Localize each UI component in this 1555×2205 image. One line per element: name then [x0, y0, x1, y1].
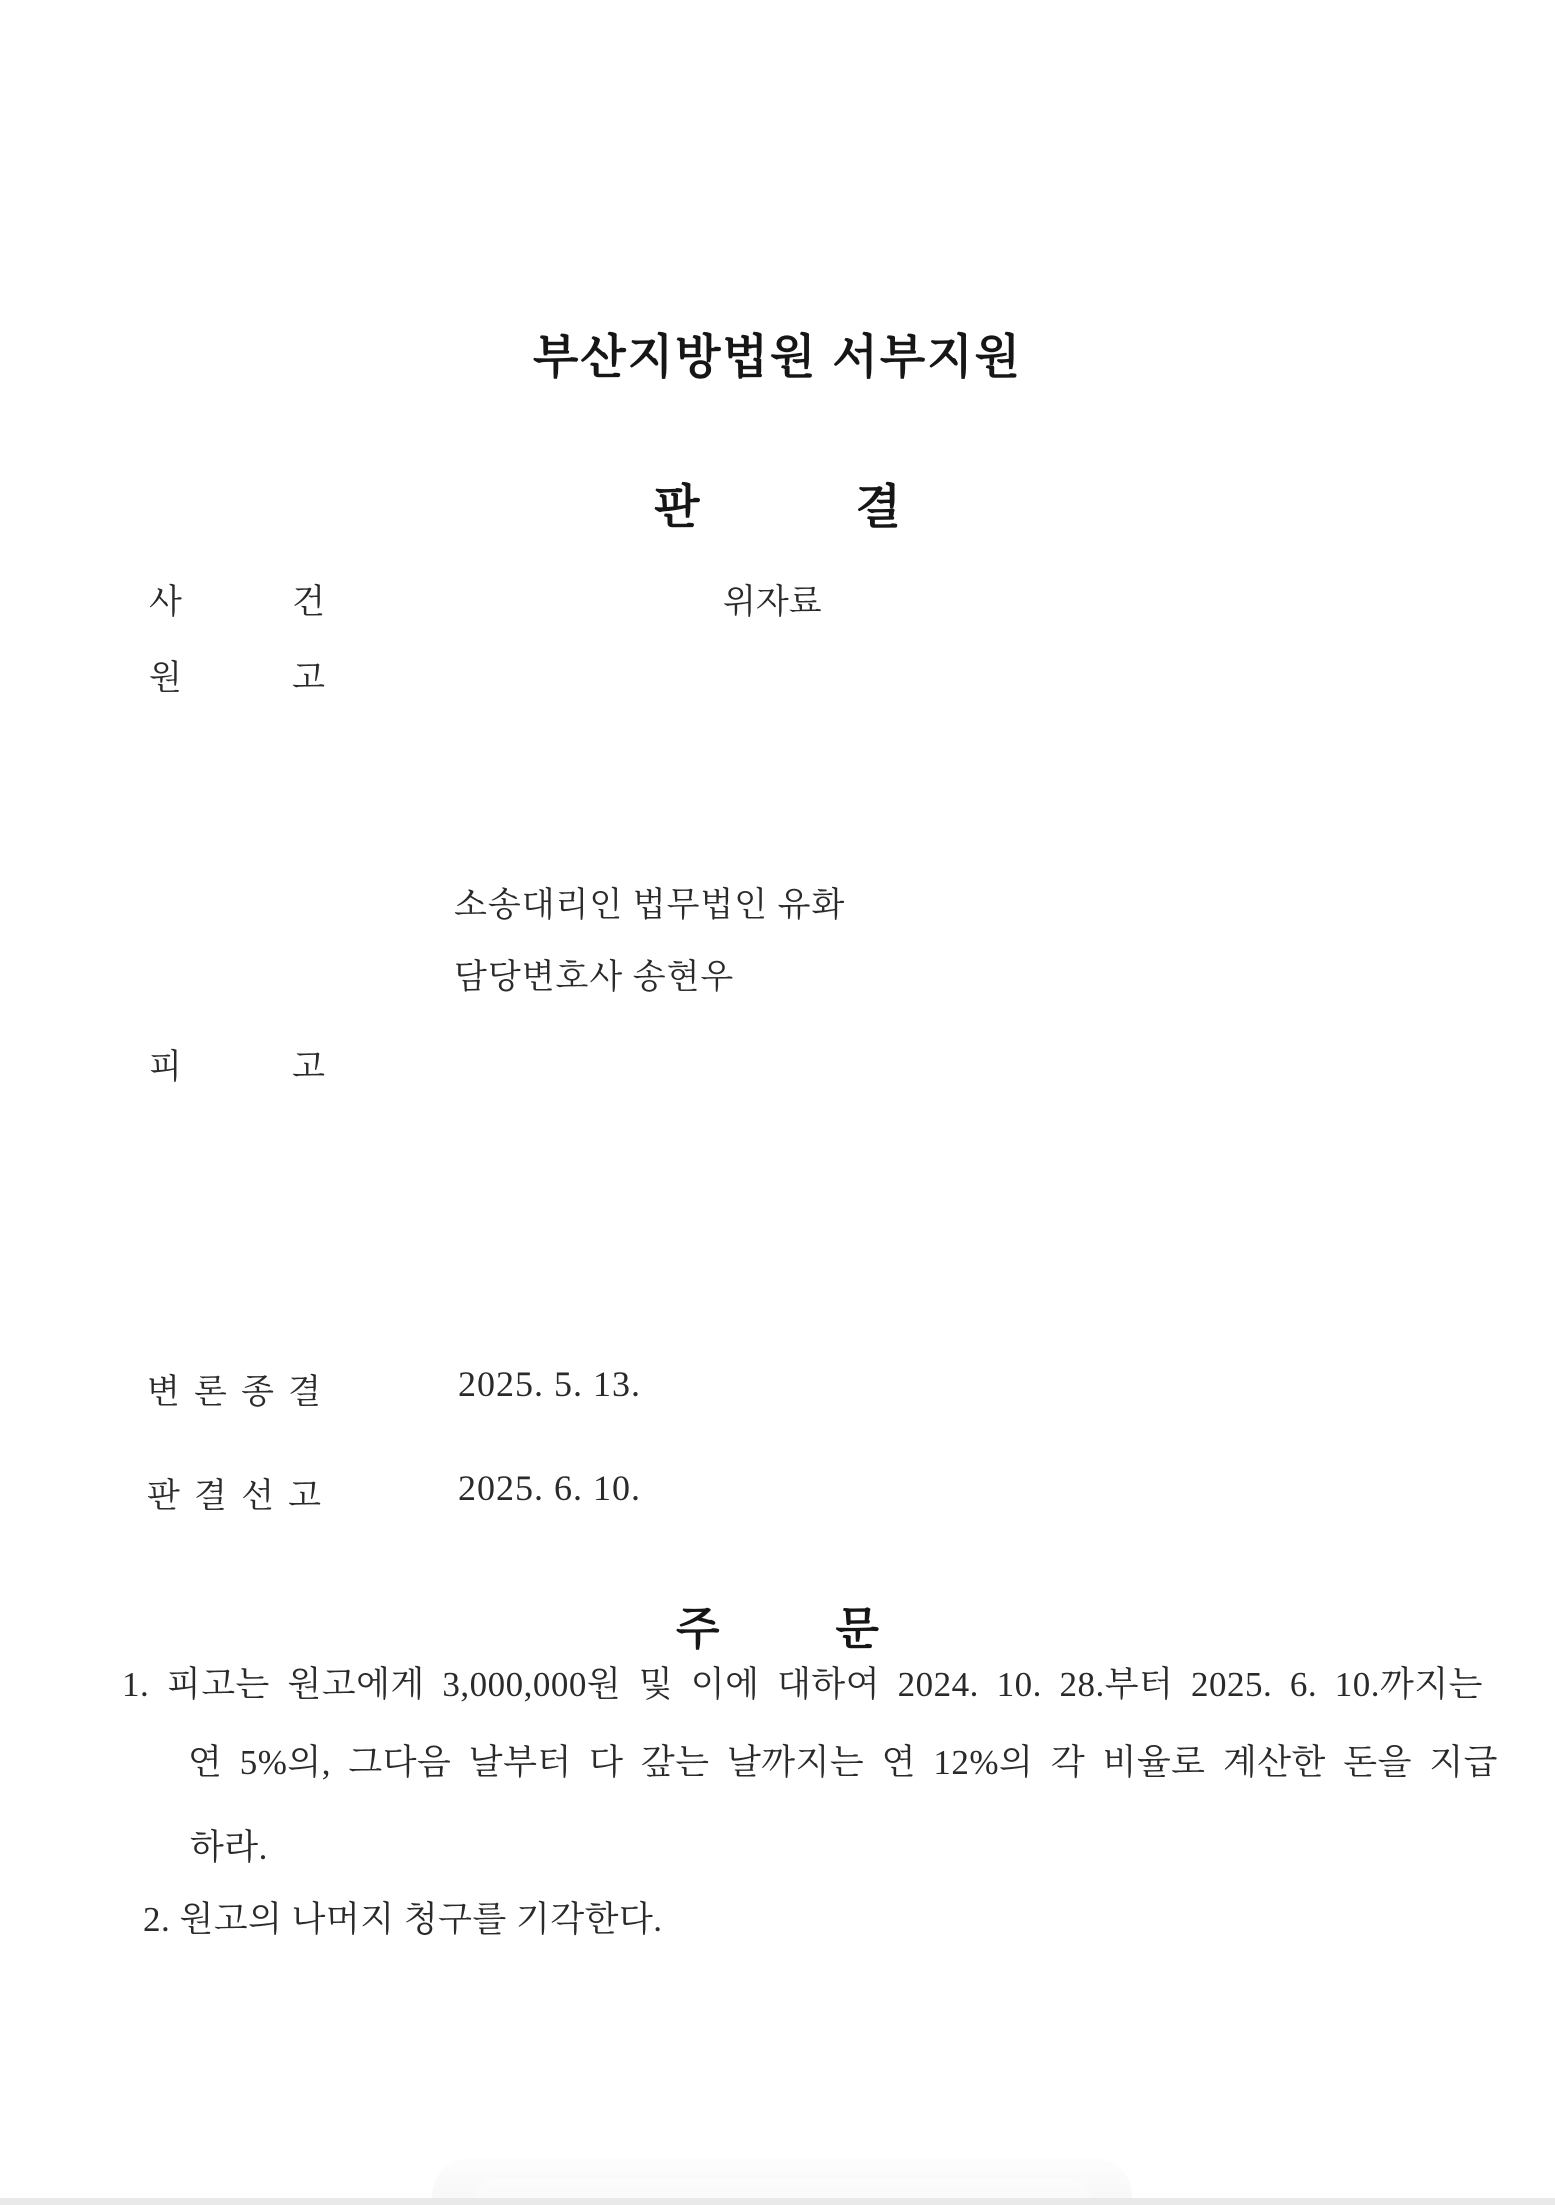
defendant-label-char: 피 — [149, 1049, 182, 1086]
plaintiff-label — [149, 650, 325, 699]
counsel-firm-line: 소송대리인 법무법인 유화 — [454, 887, 846, 924]
order-item-1-line-2: 연 5%의, 그다음 날부터 다 갚는 날까지는 연 12%의 각 비율로 계산한 돈을 지급 — [188, 1743, 1498, 1782]
sentencing-label-char: 선 — [241, 1478, 274, 1515]
sentencing-date-value: 2025. 6. 10. — [458, 1468, 641, 1508]
defendant-label-char: 고 — [292, 1049, 325, 1086]
bottom-edge-strip — [0, 2198, 1555, 2205]
sentencing-label-char: 판 — [147, 1478, 180, 1515]
case-label-char: 사 — [149, 584, 182, 621]
counsel-attorney-line: 담당변호사 송현우 — [454, 959, 735, 996]
order-heading-char-1: 주 — [676, 1603, 720, 1654]
case-value: 위자료 — [723, 584, 822, 621]
closing-date-value: 2025. 5. 13. — [458, 1364, 641, 1404]
closing-label-char: 변 — [147, 1374, 180, 1411]
sentencing-label-char: 고 — [288, 1478, 321, 1515]
judgment-heading-char-2: 결 — [855, 480, 901, 533]
judgment-heading-char-1: 판 — [654, 480, 700, 533]
plaintiff-label-char: 고 — [292, 660, 325, 697]
plaintiff-label-char: 원 — [149, 660, 182, 697]
order-item-1-line-3: 하라. — [190, 1828, 268, 1867]
case-label-char: 건 — [292, 584, 325, 621]
judgment-heading — [0, 470, 1555, 537]
case-label — [149, 574, 325, 623]
defendant-label — [149, 1039, 325, 1088]
closing-label-char: 결 — [288, 1374, 321, 1411]
order-item-1-line-1: 1. 피고는 원고에게 3,000,000원 및 이에 대하여 2024. 10. 28.부터 2025. 6. 10.까지는 — [122, 1665, 1483, 1704]
closing-date-label — [147, 1364, 321, 1413]
sentencing-label-char: 결 — [194, 1478, 227, 1515]
closing-label-char: 종 — [241, 1374, 274, 1411]
order-item-2: 2. 원고의 나머지 청구를 기각한다. — [143, 1900, 663, 1939]
order-heading — [0, 1592, 1555, 1657]
sentencing-date-label — [147, 1468, 321, 1517]
court-name-title: 부산지방법원 서부지원 — [532, 330, 1023, 383]
closing-label-char: 론 — [194, 1374, 227, 1411]
order-heading-char-2: 문 — [835, 1603, 879, 1654]
